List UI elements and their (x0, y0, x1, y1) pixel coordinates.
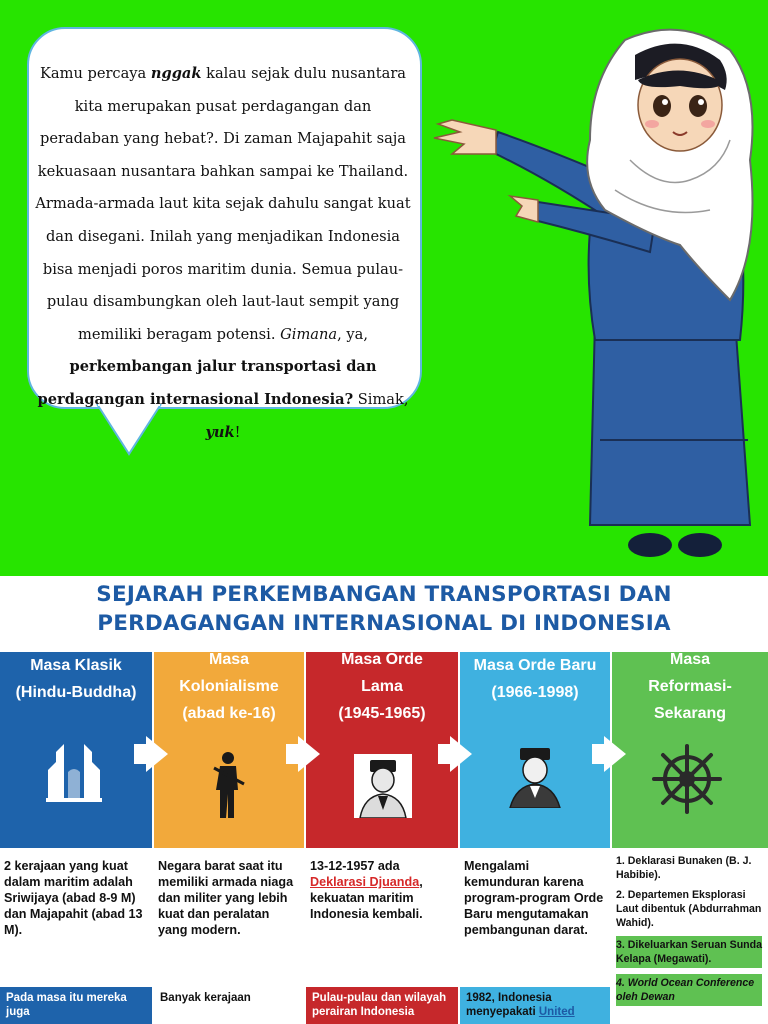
column-header (154, 652, 304, 848)
timeline-arrow (298, 736, 320, 772)
infographic-section (0, 576, 768, 1024)
hijab-girl-illustration (430, 20, 760, 560)
column-masa-reformasi (612, 652, 768, 1024)
column-extra: Pada masa itu mereka juga (0, 987, 152, 1024)
column-title: Masa Klasik (Hindu-Buddha) (15, 657, 137, 701)
timeline-arrow (146, 736, 168, 772)
column-extra: Banyak kerajaan (154, 987, 304, 1024)
temple-gate-icon (42, 740, 106, 804)
column-title: Masa Orde Baru (1966-1998) (473, 657, 597, 701)
soekarno-portrait-icon (354, 754, 412, 818)
column-title: Masa Orde Lama (1945-1965) (338, 652, 426, 722)
column-header (306, 652, 458, 848)
list-item: 3. Dikeluarkan Seruan Sunda Kelapa (Megawati). (616, 936, 762, 968)
column-body (0, 848, 152, 1024)
soldier-icon (208, 750, 248, 820)
column-masa-orde-baru (460, 652, 610, 1024)
timeline-arrow (450, 736, 472, 772)
list-item: 2. Departemen Eksplorasi Laut dibentuk (Abdurrahman Wahid). (616, 889, 762, 929)
column-body (460, 848, 610, 1024)
soeharto-portrait-icon (506, 744, 564, 808)
column-masa-orde-lama (306, 652, 458, 1024)
timeline-arrow (604, 736, 626, 772)
column-header (0, 652, 152, 848)
column-title: Masa Reformasi- Sekarang (648, 652, 732, 722)
column-body (612, 848, 768, 1024)
reformasi-list (616, 854, 762, 1006)
column-desc: Negara barat saat itu memiliki armada niaga dan militer yang lebih kuat dan peralatan yang modern. (158, 859, 294, 937)
column-desc: Mengalami kemunduran karena program-program Orde Baru mengutamakan pembangunan darat. (464, 859, 604, 937)
column-extra: 1982, Indonesia menyepakati United (460, 987, 610, 1024)
column-title: Masa Kolonialisme (abad ke-16) (179, 652, 279, 722)
column-header (612, 652, 768, 848)
infographic-title: SEJARAH PERKEMBANGAN TRANSPORTASI DAN PERDAGANGAN INTERNASIONAL DI INDONESIA (96, 582, 672, 636)
list-item: 4. World Ocean Conference oleh Dewan (616, 974, 762, 1006)
united-link[interactable]: United (538, 1006, 575, 1018)
column-body (306, 848, 458, 1024)
column-extra: Pulau-pulau dan wilayah perairan Indonesia (306, 987, 458, 1024)
column-desc: 13-12-1957 ada Deklarasi Djuanda, kekuatan maritim Indonesia kembali. (310, 859, 423, 921)
ship-wheel-icon (652, 744, 722, 814)
deklarasi-djuanda-link[interactable]: Deklarasi Djuanda (310, 875, 420, 889)
column-desc: 2 kerajaan yang kuat dalam maritim adalah Sriwijaya (abad 8-9 M) dan Majapahit (abad 13 M). (4, 859, 143, 937)
column-body (154, 848, 304, 1024)
column-masa-kolonialisme (154, 652, 304, 1024)
speech-text: Kamu percaya nggak kalau sejak dulu nusantara kita merupakan pusat perdagangan dan peradaban yang hebat?. Di zaman Majapahit saja kekuasaan nusantara bahkan sampai ke Thailand. Armada-armada laut kita sejak dahulu sangat kuat dan disegani. Inilah yang menjadikan Indonesia bisa menjadi poros maritim dunia. Semua pulau-pulau disambungkan oleh laut-laut sempit yang memiliki beragam potensi. Gimana, ya, perkembangan jalur transportasi dan perdagangan internasional Indonesia? Simak, yuk! (35, 65, 411, 441)
column-masa-klasik (0, 652, 152, 1024)
list-item: 1. Deklarasi Bunaken (B. J. Habibie). (616, 855, 752, 881)
column-header (460, 652, 610, 848)
